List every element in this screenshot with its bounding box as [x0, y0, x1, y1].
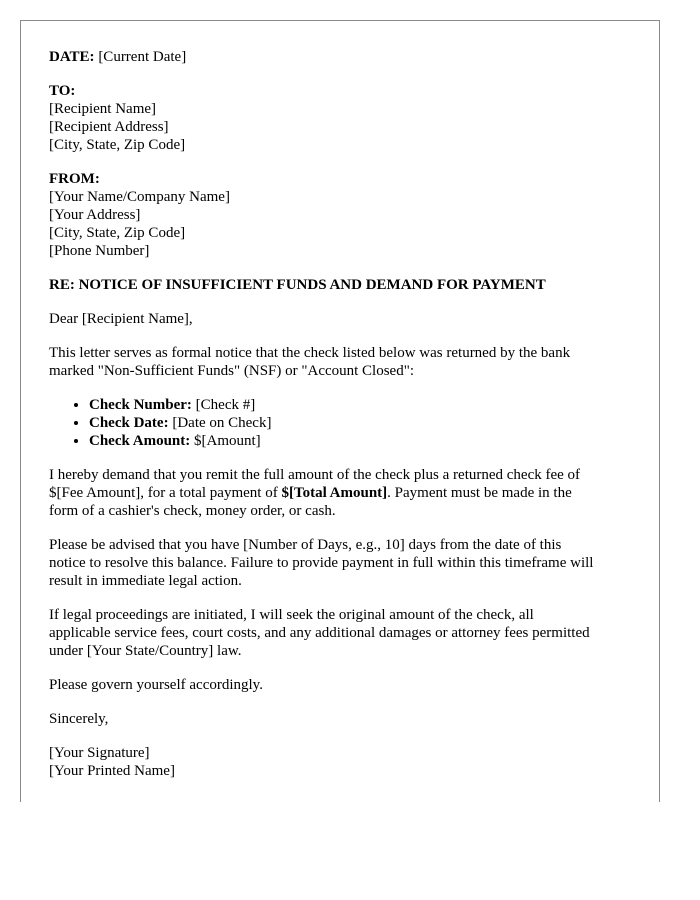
from-line-name: [Your Name/Company Name] [49, 189, 230, 205]
salutation-text: Dear [Recipient Name], [49, 311, 193, 327]
from-line-address: [Your Address] [49, 207, 141, 223]
total-amount: $[Total Amount] [281, 485, 388, 501]
legal-line-3: under [Your State/Country] law. [49, 643, 242, 659]
letter-page [20, 20, 660, 802]
signature-placeholder: [Your Signature] [49, 745, 150, 761]
check-amount-label: Check Amount: [89, 433, 191, 449]
list-item [89, 396, 639, 414]
demand-fee-text: $[Fee Amount], for a total payment of [49, 485, 282, 501]
printed-name: [Your Printed Name] [49, 763, 175, 779]
govern-text: Please govern yourself accordingly. [49, 677, 263, 693]
date-value: [Current Date] [98, 49, 187, 65]
check-amount-value: $[Amount] [194, 433, 261, 449]
demand-line-3: form of a cashier's check, money order, or cash. [49, 503, 336, 519]
closing-text: Sincerely, [49, 711, 109, 727]
signature-block [49, 744, 639, 780]
to-line-city: [City, State, Zip Code] [49, 137, 186, 153]
intro-line-1: This letter serves as formal notice that the check listed below was returned by the bank [49, 345, 571, 361]
letter-body [49, 48, 639, 780]
demand-line-2 [49, 484, 639, 502]
deadline-line-2: notice to resolve this balance. Failure to provide payment in full within this timeframe will [49, 555, 594, 571]
check-number-value: [Check #] [195, 397, 256, 413]
closing [49, 710, 639, 728]
demand-paragraph [49, 466, 639, 520]
subject-line: RE: NOTICE OF INSUFFICIENT FUNDS AND DEMAND FOR PAYMENT [49, 277, 546, 293]
deadline-line-3: result in immediate legal action. [49, 573, 242, 589]
to-section [49, 82, 639, 154]
check-date-value: [Date on Check] [172, 415, 272, 431]
legal-paragraph [49, 606, 639, 660]
govern-paragraph [49, 676, 639, 694]
to-line-address: [Recipient Address] [49, 119, 169, 135]
list-item [89, 414, 639, 432]
demand-payment-text: . Payment must be made in the [387, 485, 572, 501]
legal-line-2: applicable service fees, court costs, and any additional damages or attorney fees permitted [49, 625, 590, 641]
from-section [49, 170, 639, 260]
intro-line-2: marked "Non-Sufficient Funds" (NSF) or "Account Closed": [49, 363, 415, 379]
to-label: TO: [49, 83, 76, 99]
check-date-label: Check Date: [89, 415, 169, 431]
legal-line-1: If legal proceedings are initiated, I will seek the original amount of the check, all [49, 607, 534, 623]
check-details-list [49, 396, 639, 450]
to-line-name: [Recipient Name] [49, 101, 157, 117]
intro-paragraph [49, 344, 639, 380]
demand-line-1: I hereby demand that you remit the full amount of the check plus a returned check fee of [49, 467, 581, 483]
subject-section [49, 276, 639, 294]
salutation [49, 310, 639, 328]
from-line-phone: [Phone Number] [49, 243, 150, 259]
from-label: FROM: [49, 171, 100, 187]
date-label: DATE: [49, 49, 95, 65]
from-line-city: [City, State, Zip Code] [49, 225, 186, 241]
list-item [89, 432, 639, 450]
date-section [49, 48, 639, 66]
deadline-paragraph [49, 536, 639, 590]
deadline-line-1: Please be advised that you have [Number of Days, e.g., 10] days from the date of this [49, 537, 562, 553]
check-number-label: Check Number: [89, 397, 192, 413]
